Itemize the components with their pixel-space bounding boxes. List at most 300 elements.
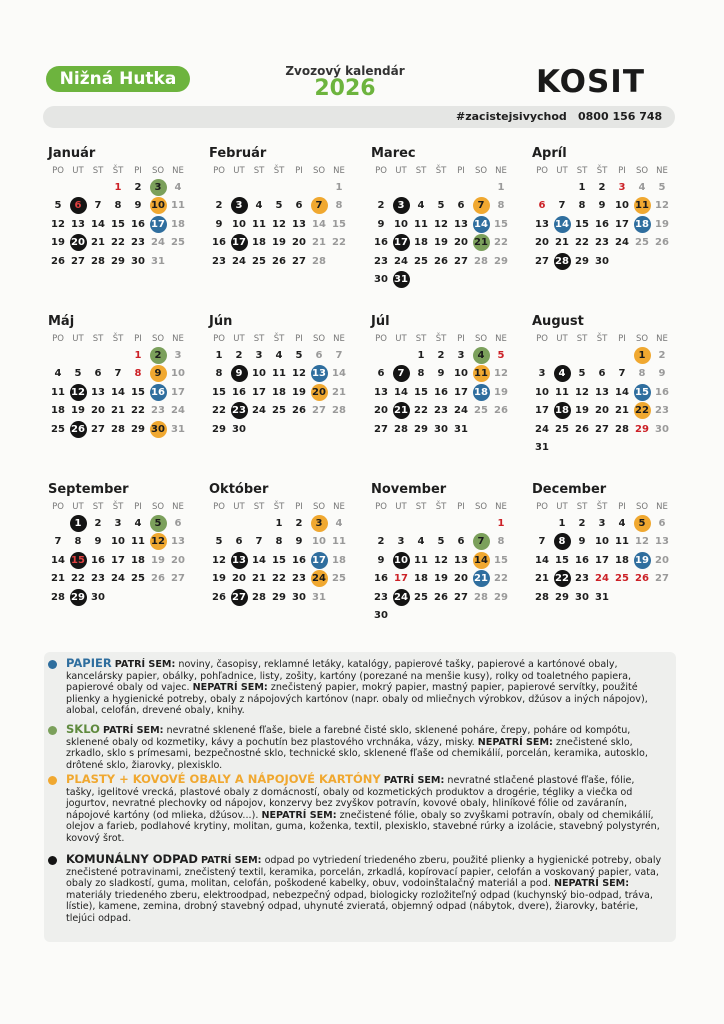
day-number: 14 [473,552,490,569]
day-number: 24 [151,237,165,249]
day-cell [329,514,349,533]
day-number: 1 [335,181,343,193]
day-number: 12 [434,218,448,230]
day-cell [411,346,431,365]
day-number: 24 [595,573,609,585]
days-grid [371,514,521,625]
day-number: 5 [215,536,223,548]
day-number: 25 [51,423,65,435]
day-cell [371,234,391,253]
day-cell [451,570,471,589]
empty-cell [431,178,451,197]
day-cell [128,234,148,253]
day-cell [652,365,672,384]
day-number: 9 [150,365,167,382]
day-cell [209,215,229,234]
day-cell [652,234,672,253]
weekday-label: NE [495,502,507,512]
papier-patri-text: noviny, časopisy, reklamné letáky, katalógy, papierové tašky, papierové a kartónové obaly, kancelársky papier, obálky, pohľadnice, listy, zošity, kartóny (porezané na menšie kusy), rolky od toaletného papiera, papierové obaly od vajec. [66,659,632,694]
day-number: 5 [275,200,283,212]
days-grid [48,514,198,607]
day-number: 20 [311,384,328,401]
collection-day [68,234,88,253]
day-cell [632,365,652,384]
weekday-label: ST [576,166,588,176]
day-cell [168,514,188,533]
collection-day [68,551,88,570]
papier-patri-label: PATRÍ SEM: [114,659,176,670]
day-cell [269,365,289,384]
day-number: 6 [70,197,87,214]
day-cell [391,215,411,234]
day-cell [592,197,612,216]
day-cell [371,252,391,271]
day-cell [451,402,471,421]
days-grid [371,178,521,289]
day-number: 17 [615,218,629,230]
day-cell [592,420,612,439]
weekday-label: NE [333,334,345,344]
day-number: 6 [235,536,243,548]
empty-cell [391,178,411,197]
weekday-label: PO [213,502,225,512]
weekday-label: UT [395,166,407,176]
day-cell [48,252,68,271]
day-number: 26 [434,255,448,267]
day-cell [572,197,592,216]
legend-komunalny [66,854,664,925]
day-number: 18 [473,384,490,401]
plasty-nepatri-label: NEPATRÍ SEM: [261,809,337,821]
day-cell [289,402,309,421]
empty-cell [309,178,329,197]
day-cell [371,420,391,439]
day-cell [88,533,108,552]
day-number: 28 [474,591,488,603]
day-number: 3 [174,349,182,361]
collection-day [148,178,168,197]
day-cell [652,402,672,421]
empty-cell [451,178,471,197]
empty-cell [532,178,552,197]
empty-cell [552,346,572,365]
day-number: 21 [51,573,65,585]
day-cell [88,215,108,234]
day-number: 9 [134,200,142,212]
days-grid [532,178,682,271]
day-cell [68,365,88,384]
day-number: 22 [332,237,346,249]
weekday-label: ST [576,334,588,344]
day-number: 13 [374,386,388,398]
collection-day [391,197,411,216]
day-cell [532,402,552,421]
day-number: 12 [150,533,167,550]
day-cell [249,533,269,552]
collection-day [632,346,652,365]
day-number: 6 [295,200,303,212]
day-cell [431,383,451,402]
day-cell [128,533,148,552]
day-number: 13 [454,554,468,566]
day-number: 8 [215,368,223,380]
day-cell [431,234,451,253]
day-cell [411,234,431,253]
day-number: 1 [578,181,586,193]
weekday-label: NE [495,334,507,344]
day-number: 13 [231,552,248,569]
day-cell [88,570,108,589]
weekday-header [371,164,521,178]
day-number: 4 [134,517,142,529]
empty-cell [431,514,451,533]
weekday-label: PI [134,334,142,344]
day-cell [48,588,68,607]
collection-day [148,197,168,216]
day-number: 13 [292,218,306,230]
day-cell [88,420,108,439]
day-number: 24 [393,589,410,606]
month-6 [209,314,359,439]
day-cell [451,197,471,216]
day-number: 30 [595,255,609,267]
day-cell [612,197,632,216]
day-cell [68,570,88,589]
day-cell [411,533,431,552]
day-cell [68,533,88,552]
empty-cell [88,346,108,365]
day-number: 27 [292,255,306,267]
day-cell [209,383,229,402]
day-number: 6 [598,368,606,380]
collection-day [471,383,491,402]
sklo-nepatri-text: znečistené sklo, zrkadlo, sklo s prímesami, bezpečnostné sklo, technické sklo, sklenené fľaše od chemikálií, porcelán, keramika, autosklo, drôtené sklo, žiarovky, plexisklo. [66,736,648,771]
collection-day [552,365,572,384]
day-cell [269,551,289,570]
weekday-label: UT [395,502,407,512]
day-cell [209,197,229,216]
day-number: 16 [292,554,306,566]
day-number: 16 [655,386,669,398]
day-number: 10 [111,536,125,548]
weekday-label: UT [556,334,568,344]
day-cell [329,551,349,570]
day-number: 26 [434,591,448,603]
day-cell [532,365,552,384]
day-number: 2 [578,517,586,529]
day-cell [329,215,349,234]
weekday-label: NE [172,502,184,512]
day-number: 11 [51,386,65,398]
day-number: 18 [414,573,428,585]
day-number: 24 [615,237,629,249]
day-cell [269,252,289,271]
day-number: 10 [393,552,410,569]
hashtag: #zacistejsivychod [456,110,567,123]
day-number: 7 [618,368,626,380]
day-cell [289,383,309,402]
weekday-label: NE [656,166,668,176]
day-cell [108,197,128,216]
day-cell [411,551,431,570]
day-number: 15 [70,552,87,569]
day-number: 14 [615,386,629,398]
day-number: 17 [111,554,125,566]
collection-day [309,514,329,533]
day-cell [431,588,451,607]
day-number: 22 [575,237,589,249]
day-number: 29 [212,423,226,435]
day-number: 4 [174,181,182,193]
day-cell [329,383,349,402]
day-cell [431,365,451,384]
collection-day [471,197,491,216]
day-cell [371,402,391,421]
day-number: 29 [70,589,87,606]
day-number: 22 [272,573,286,585]
calendar-title: Zvozový kalendár [285,64,405,78]
day-number: 2 [377,536,385,548]
day-cell [471,252,491,271]
day-number: 12 [494,368,508,380]
day-number: 14 [332,368,346,380]
day-number: 24 [111,573,125,585]
day-cell [309,215,329,234]
weekday-label: NE [172,166,184,176]
day-cell [451,365,471,384]
day-number: 31 [454,423,468,435]
day-cell [148,570,168,589]
weekday-label: UT [395,334,407,344]
day-cell [108,234,128,253]
day-number: 23 [434,405,448,417]
sklo-dot-icon [48,726,57,735]
collection-day [391,588,411,607]
day-cell [88,383,108,402]
day-cell [269,514,289,533]
day-number: 28 [51,591,65,603]
day-number: 24 [171,405,185,417]
day-number: 21 [393,402,410,419]
day-cell [229,383,249,402]
day-cell [572,420,592,439]
day-cell [108,178,128,197]
day-number: 10 [232,218,246,230]
day-cell [329,346,349,365]
day-cell [652,197,672,216]
collection-day [229,197,249,216]
day-cell [128,197,148,216]
day-number: 7 [393,365,410,382]
day-cell [471,588,491,607]
day-number: 1 [134,349,142,361]
day-cell [572,514,592,533]
day-number: 17 [535,405,549,417]
day-cell [592,178,612,197]
day-cell [632,178,652,197]
month-name: Apríl [532,146,567,161]
day-cell [572,533,592,552]
day-cell [249,197,269,216]
day-cell [431,402,451,421]
day-cell [329,402,349,421]
day-number: 19 [494,386,508,398]
day-number: 4 [554,365,571,382]
day-number: 22 [494,237,508,249]
day-cell [309,252,329,271]
day-number: 22 [414,405,428,417]
day-number: 4 [473,347,490,364]
weekday-label: ST [253,502,265,512]
day-number: 9 [658,368,666,380]
day-number: 14 [51,554,65,566]
day-number: 25 [272,405,286,417]
day-number: 4 [618,517,626,529]
collection-day [229,402,249,421]
month-11 [371,482,521,625]
day-number: 28 [111,423,125,435]
day-number: 14 [473,216,490,233]
day-cell [391,420,411,439]
day-number: 28 [554,253,571,270]
day-cell [329,178,349,197]
day-number: 23 [131,237,145,249]
day-cell [411,383,431,402]
day-number: 8 [554,533,571,550]
day-number: 14 [312,218,326,230]
day-cell [612,402,632,421]
day-cell [652,215,672,234]
day-number: 20 [454,573,468,585]
day-cell [289,252,309,271]
day-number: 18 [332,554,346,566]
plasty-title: PLASTY + KOVOVÉ OBALY A NÁPOJOVÉ KARTÓNY [66,772,381,786]
day-cell [411,402,431,421]
collection-day [632,215,652,234]
day-cell [592,215,612,234]
day-cell [148,551,168,570]
phone-number: 0800 156 748 [578,110,663,123]
empty-cell [532,514,552,533]
day-number: 11 [252,218,266,230]
day-number: 5 [150,515,167,532]
day-number: 12 [51,218,65,230]
day-number: 18 [634,216,651,233]
day-number: 16 [595,218,609,230]
month-name: Január [48,146,96,161]
weekday-header [532,332,682,346]
day-number: 31 [312,591,326,603]
day-cell [249,551,269,570]
weekday-label: ST [92,166,104,176]
empty-cell [371,514,391,533]
day-cell [451,234,471,253]
day-cell [48,215,68,234]
plasty-patri-label: PATRÍ SEM: [383,775,445,786]
day-number: 31 [595,591,609,603]
day-cell [48,533,68,552]
weekday-label: PI [457,502,465,512]
day-cell [148,252,168,271]
day-number: 7 [473,197,490,214]
collection-day [148,514,168,533]
day-number: 24 [252,405,266,417]
day-cell [249,383,269,402]
day-cell [532,215,552,234]
day-number: 11 [131,536,145,548]
day-number: 20 [292,237,306,249]
day-cell [532,439,552,458]
day-number: 9 [437,368,445,380]
day-cell [68,215,88,234]
day-number: 26 [272,255,286,267]
day-cell [209,551,229,570]
day-cell [249,402,269,421]
day-number: 7 [114,368,122,380]
day-number: 1 [558,517,566,529]
day-cell [269,234,289,253]
days-grid [532,514,682,607]
day-cell [491,514,511,533]
collection-day [68,383,88,402]
empty-cell [68,346,88,365]
day-number: 15 [575,218,589,230]
day-cell [572,551,592,570]
day-number: 16 [374,237,388,249]
weekday-label: ST [415,334,427,344]
day-number: 25 [332,573,346,585]
collection-day [391,365,411,384]
day-number: 8 [275,536,283,548]
day-number: 18 [131,554,145,566]
weekday-label: ŠT [112,334,124,344]
day-cell [309,533,329,552]
day-number: 1 [634,347,651,364]
collection-day [471,551,491,570]
day-cell [612,383,632,402]
day-number: 31 [151,255,165,267]
day-cell [108,365,128,384]
day-number: 3 [457,349,465,361]
weekday-label: PI [295,502,303,512]
day-cell [88,197,108,216]
weekday-label: SO [151,502,165,512]
weekday-label: PO [52,502,64,512]
day-cell [532,252,552,271]
day-number: 1 [215,349,223,361]
day-cell [269,383,289,402]
day-cell [289,197,309,216]
day-number: 15 [272,554,286,566]
day-number: 20 [374,405,388,417]
day-number: 26 [151,573,165,585]
day-number: 8 [417,368,425,380]
day-cell [552,588,572,607]
day-number: 17 [171,386,185,398]
day-number: 1 [114,181,122,193]
day-number: 11 [272,368,286,380]
weekday-label: NE [495,166,507,176]
day-number: 11 [615,536,629,548]
day-cell [289,570,309,589]
weekday-label: ST [92,502,104,512]
day-number: 8 [638,368,646,380]
day-cell [309,234,329,253]
day-number: 13 [595,386,609,398]
collection-day [309,383,329,402]
day-cell [309,588,329,607]
weekday-label: SO [635,334,649,344]
